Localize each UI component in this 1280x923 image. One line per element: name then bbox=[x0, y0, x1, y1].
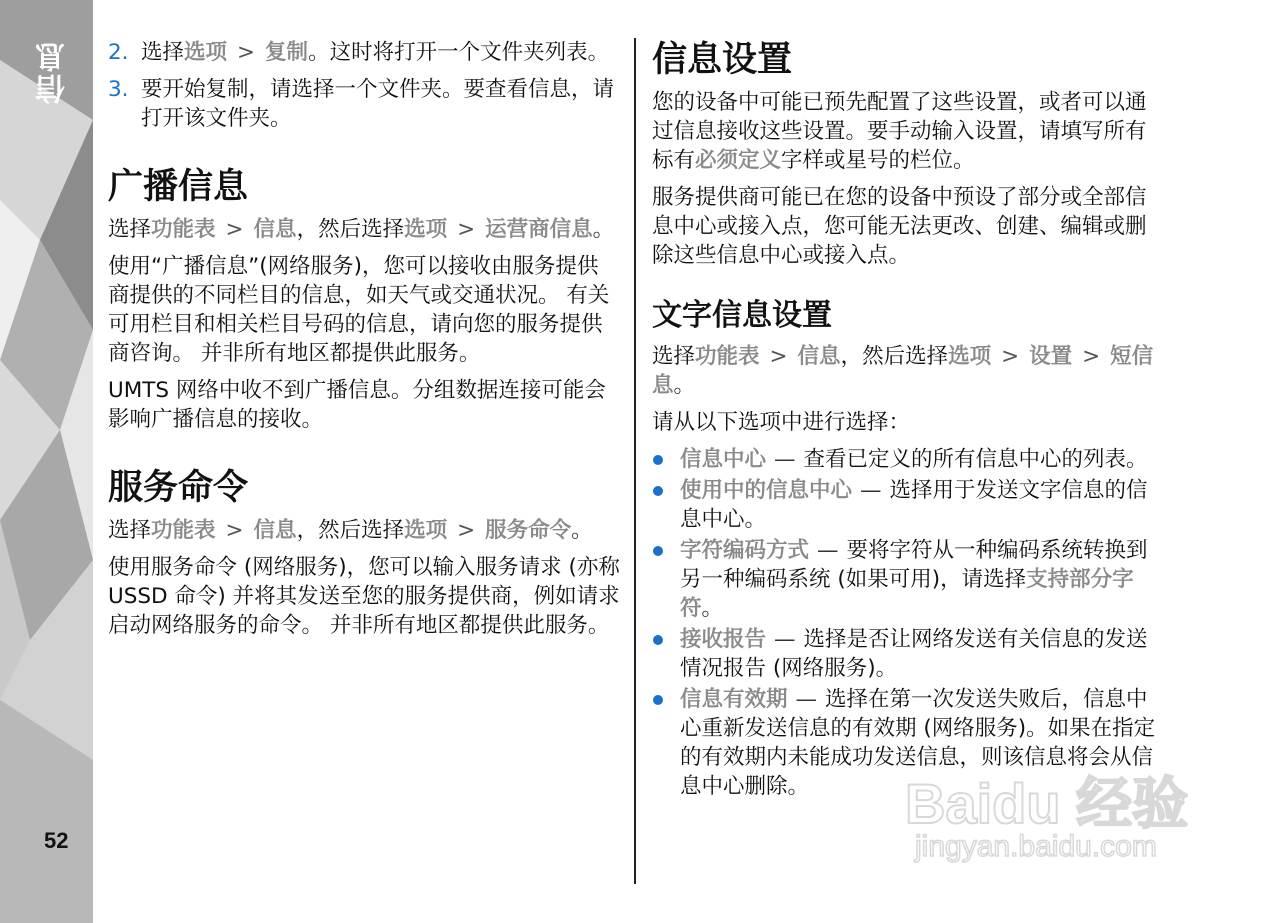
bullet-item bbox=[652, 536, 1167, 623]
dash: — bbox=[774, 447, 796, 472]
path-text: 选择 bbox=[108, 217, 152, 242]
list-item bbox=[108, 38, 620, 67]
bullet-item bbox=[652, 476, 1167, 534]
sidebar bbox=[0, 0, 93, 923]
section-heading-message-settings: 信息设置 bbox=[652, 40, 793, 80]
path-text: 。 bbox=[592, 217, 615, 242]
option-desc: 。 bbox=[701, 596, 724, 621]
option-desc: 选择用于发送文字信息的信息中心。 bbox=[680, 478, 1148, 532]
item-number: 2. bbox=[108, 40, 129, 65]
path-text: 。 bbox=[571, 518, 593, 543]
option-desc: 选择是否让网络发送有关信息的发送情况报告 (网络服务)。 bbox=[680, 627, 1148, 681]
emphasis-text: 必须定义 bbox=[695, 148, 782, 173]
watermark bbox=[905, 760, 1215, 880]
bullet-dot-icon bbox=[653, 455, 663, 465]
paragraph-text: 字样或星号的栏位。 bbox=[781, 148, 975, 173]
menu-item: 信息 bbox=[253, 217, 297, 242]
watermark-url: jingyan.baidu.com bbox=[915, 830, 1157, 863]
option-value: 支持部分字符 bbox=[680, 567, 1134, 621]
menu-option: 选项 bbox=[184, 40, 228, 65]
option-term: 使用中的信息中心 bbox=[680, 478, 853, 503]
path-separator: > bbox=[457, 217, 476, 242]
menu-item: 选项 bbox=[404, 518, 448, 543]
bullet-dot-icon bbox=[653, 695, 663, 705]
section-heading-service-commands: 服务命令 bbox=[108, 468, 249, 508]
paragraph: 使用“广播信息”(网络服务)，您可以接收由服务提供商提供的不同栏目的信息，如天气或交通状况。 有关可用栏目和相关栏目号码的信息，请向您的服务提供商咨询。 并非所有地区都提供此服务。 bbox=[108, 254, 610, 366]
menu-item: 选项 bbox=[404, 217, 448, 242]
page-number: 52 bbox=[44, 828, 69, 853]
sidebar-pattern bbox=[0, 0, 93, 923]
menu-path bbox=[108, 516, 620, 545]
path-text: ，然后选择 bbox=[296, 518, 405, 543]
option-desc: 查看已定义的所有信息中心的列表。 bbox=[803, 447, 1148, 472]
dash: — bbox=[774, 627, 796, 652]
menu-path bbox=[108, 215, 620, 244]
bullet-dot-icon bbox=[653, 486, 663, 496]
bullet-dot-icon bbox=[653, 635, 663, 645]
section-heading-broadcast: 广播信息 bbox=[108, 167, 249, 207]
bullet-item bbox=[652, 445, 1167, 474]
menu-item: 功能表 bbox=[151, 518, 216, 543]
menu-item: 设置 bbox=[1029, 344, 1073, 369]
path-separator: > bbox=[769, 344, 788, 369]
bullet-dot-icon bbox=[653, 546, 663, 556]
path-text: 。 bbox=[673, 373, 696, 398]
left-column bbox=[108, 38, 620, 648]
menu-item: 信息 bbox=[797, 344, 841, 369]
option-term: 接收报告 bbox=[680, 627, 767, 652]
paragraph: 请从以下选项中进行选择： bbox=[652, 410, 911, 435]
path-separator: > bbox=[225, 217, 244, 242]
menu-item: 信息 bbox=[253, 518, 297, 543]
menu-item: 服务命令 bbox=[485, 518, 572, 543]
path-separator: > bbox=[237, 40, 256, 65]
item-number: 3. bbox=[108, 77, 129, 102]
item-text: 选择 bbox=[141, 40, 185, 65]
chapter-title: 信息 bbox=[36, 40, 71, 104]
dash: — bbox=[795, 687, 818, 712]
right-column bbox=[652, 38, 1167, 803]
bullet-item bbox=[652, 625, 1167, 683]
path-separator: > bbox=[1082, 344, 1101, 369]
list-item bbox=[108, 75, 620, 133]
option-term: 信息有效期 bbox=[680, 687, 788, 712]
option-desc: 要将字符从一种编码系统转换到另一种编码系统 (如果可用)，请选择 bbox=[680, 538, 1148, 592]
menu-command: 复制 bbox=[265, 40, 309, 65]
paragraph bbox=[652, 88, 1167, 175]
path-separator: > bbox=[225, 518, 244, 543]
path-text: 选择 bbox=[652, 344, 696, 369]
dash: — bbox=[860, 478, 882, 503]
menu-path bbox=[652, 342, 1167, 400]
paragraph-text: 您的设备中可能已预先配置了这些设置，或者可以通过信息接收这些设置。要手动输入设置，请填写所有标有 bbox=[652, 90, 1147, 173]
path-text: 选择 bbox=[108, 518, 152, 543]
menu-item: 功能表 bbox=[151, 217, 216, 242]
option-term: 信息中心 bbox=[680, 447, 767, 472]
menu-item: 短信息 bbox=[652, 344, 1154, 398]
menu-item: 运营商信息 bbox=[485, 217, 593, 242]
path-separator: > bbox=[457, 518, 476, 543]
option-desc: 选择在第一次发送失败后，信息中心重新发送信息的有效期 (网络服务)。如果在指定的有效期内未能成功发送信息，则该信息将会从信息中心删除。 bbox=[680, 687, 1156, 799]
paragraph: UMTS 网络中收不到广播信息。分组数据连接可能会影响广播信息的接收。 bbox=[108, 378, 606, 432]
path-text: ，然后选择 bbox=[296, 217, 405, 242]
option-term: 字符编码方式 bbox=[680, 538, 810, 563]
dash: — bbox=[817, 538, 839, 563]
item-text: 。这时将打开一个文件夹列表。 bbox=[308, 40, 610, 65]
watermark-logo: Baidu 经验 bbox=[905, 772, 1189, 835]
menu-item: 选项 bbox=[948, 344, 992, 369]
paragraph: 服务提供商可能已在您的设备中预设了部分或全部信息中心或接入点，您可能无法更改、创建、编辑或删除这些信息中心或接入点。 bbox=[652, 185, 1147, 268]
column-divider bbox=[634, 38, 636, 884]
item-text: 要开始复制，请选择一个文件夹。要查看信息，请打开该文件夹。 bbox=[141, 77, 615, 131]
menu-item: 功能表 bbox=[695, 344, 760, 369]
section-heading-text-message-settings: 文字信息设置 bbox=[652, 298, 832, 333]
path-text: ，然后选择 bbox=[840, 344, 949, 369]
path-separator: > bbox=[1001, 344, 1020, 369]
paragraph: 使用服务命令 (网络服务)，您可以输入服务请求 (亦称 USSD 命令) 并将其发送至您的服务提供商，例如请求启动网络服务的命令。 并非所有地区都提供此服务。 bbox=[108, 555, 620, 638]
